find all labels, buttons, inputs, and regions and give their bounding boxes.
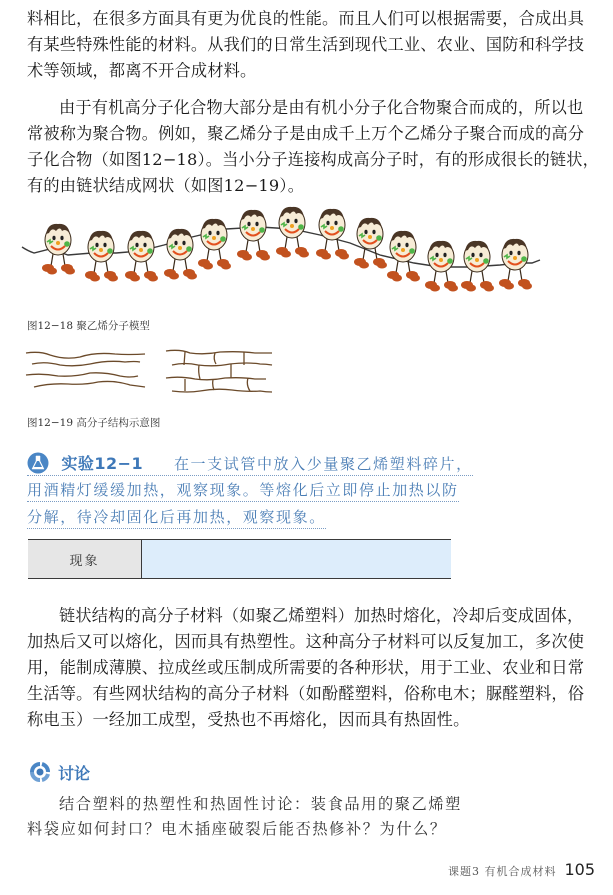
- figure-12-18-caption: 图12−18 聚乙烯分子模型: [27, 320, 150, 332]
- text-line: 生活等。有些网状结构的高分子材料（如酚醛塑料，俗称电木；脲醛塑料，俗: [27, 684, 585, 703]
- text-line: 子化合物（如图12−18）。当小分子连接构成高分子时，有的形成很长的链状，: [27, 150, 600, 169]
- experiment-line-1: [27, 452, 473, 476]
- chapter-title: 课题3 有机合成材料: [447, 865, 557, 878]
- discussion-line-2: 料袋应如何封口？电木插座破裂后能否热修补？为什么？: [27, 820, 447, 838]
- discussion-header: [28, 760, 90, 784]
- discussion-icon: [28, 760, 52, 784]
- flask-icon: [27, 452, 49, 474]
- text-line: 由于有机高分子化合物大部分是由有机小分子化合物聚合而成的，所以也: [59, 98, 584, 117]
- experiment-line-3: [27, 506, 326, 529]
- experiment-text: 分解，待冷却固化后再加热，观察现象。: [27, 508, 326, 526]
- experiment-title: 实验12−1: [61, 454, 144, 473]
- experiment-line-2: [27, 479, 459, 502]
- experiment-text: 在一支试管中放入少量聚乙烯塑料碎片，: [173, 455, 473, 473]
- intro-paragraph: [27, 6, 595, 84]
- page-number: 105: [564, 860, 595, 879]
- polymer-structure-figure: [20, 345, 280, 405]
- text-line: 有的由链状结成网状（如图12−19）。: [27, 176, 305, 195]
- text-line: 用，能制成薄膜、拉成丝或压制成所需要的各种形状，用于工业、农业和日常: [27, 658, 585, 677]
- text-line: 链状结构的高分子材料（如聚乙烯塑料）加热时熔化，冷却后变成固体，: [59, 606, 584, 625]
- experiment-text: 用酒精灯缓缓加热，观察现象。等熔化后立即停止加热以防: [27, 481, 459, 499]
- text-line: 料相比，在很多方面具有更为优良的性能。而且人们可以根据需要，合成出具: [27, 9, 585, 28]
- observation-value-cell: [142, 540, 451, 578]
- polymer-paragraph: [27, 95, 600, 199]
- text-line: 术等领域，都离不开合成材料。: [27, 61, 257, 80]
- text-line: 有某些特殊性能的材料。从我们的日常生活到现代工业、农业、国防和科学技: [27, 35, 585, 54]
- observation-label: 现象: [28, 540, 142, 578]
- discussion-line-1: 结合塑料的热塑性和热固性讨论：装食品用的聚乙烯塑: [59, 795, 462, 813]
- figure-12-19-caption: 图12−19 高分子结构示意图: [27, 417, 161, 429]
- text-line: 常被称为聚合物。例如，聚乙烯分子是由成千上万个乙烯分子聚合而成的高分: [27, 124, 585, 143]
- text-line: 称电玉）一经加工成型，受热也不再熔化，因而具有热固性。: [27, 710, 470, 729]
- discussion-title: 讨论: [58, 763, 91, 783]
- polyethylene-molecule-figure: [20, 205, 600, 315]
- observation-table: [28, 539, 451, 579]
- thermo-paragraph: [27, 603, 595, 733]
- page-footer: [448, 860, 595, 879]
- text-line: 加热后又可以熔化，因而具有热塑性。这种高分子材料可以反复加工，多次使: [27, 632, 585, 651]
